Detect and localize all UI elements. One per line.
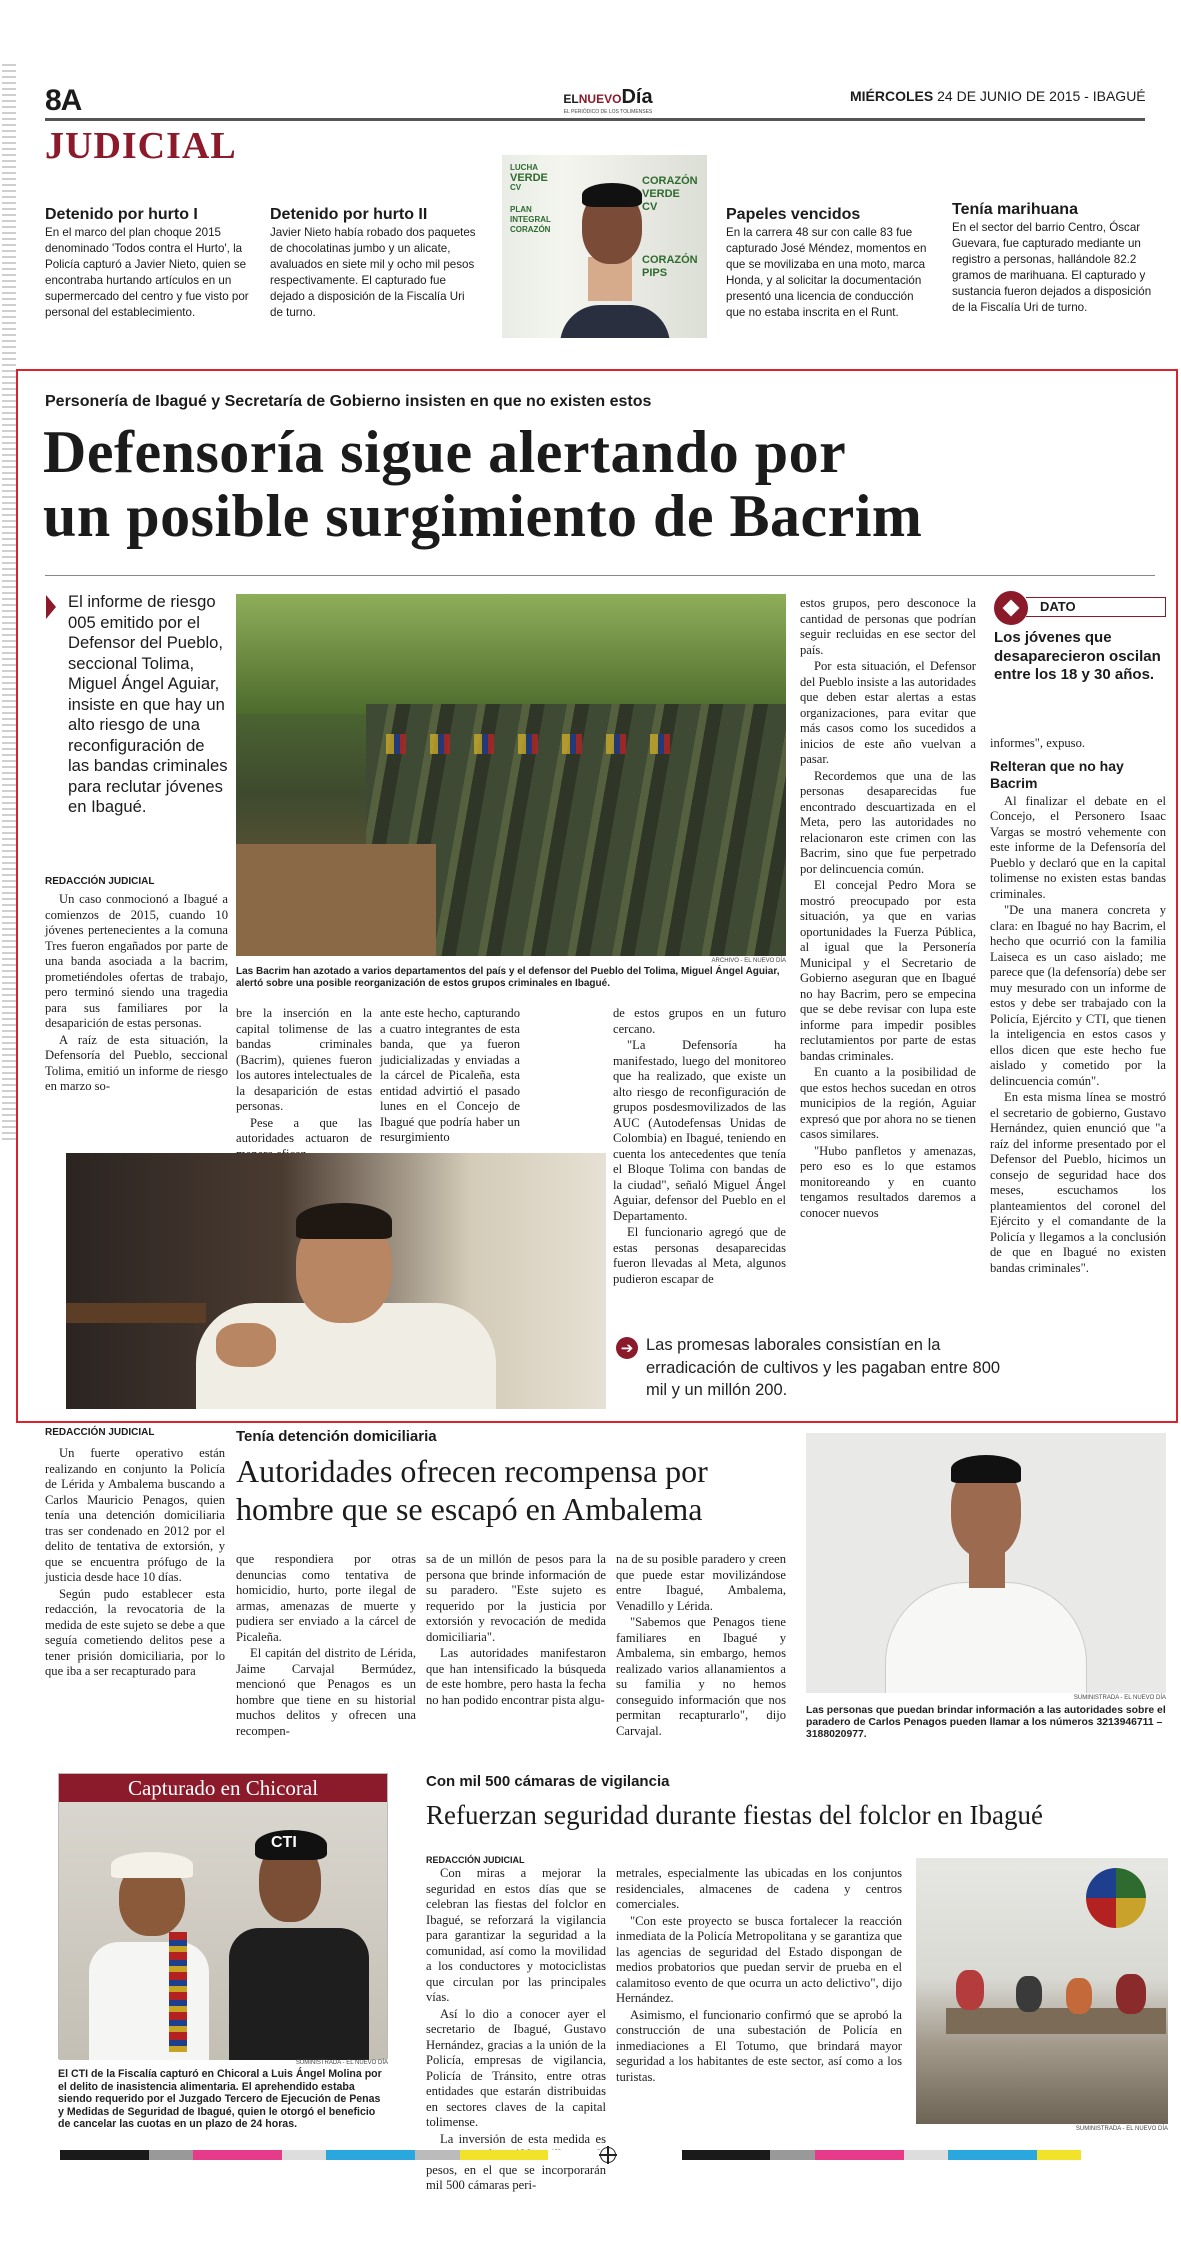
paragraph: La inversión de esta medida es pesos, en el que se incorporarán mil 500 cámaras peri-: [426, 2131, 606, 2192]
banner-text-left: LUCHA VERDE CV PLAN INTEGRAL CORAZÓN: [510, 163, 551, 234]
subhead: Relteran que no hay Bacrim: [990, 757, 1124, 791]
fourth-headline: Refuerzan seguridad durante fiestas del folclor en Ibagué: [426, 1800, 1043, 1830]
masthead-logo: [548, 86, 668, 116]
brief-3: [726, 205, 936, 321]
paragraph: Recordemos que una de las personas desaparecidas fue encontrado descuartizada en el Meta, pero las autoridades no relacionaron este crimen con las Bacrim, sino que fue perpetrado por delincuencia común.: [800, 768, 976, 876]
fugitive-photo-caption: Las personas que puedan brindar información a las autoridades sobre el paradero de Carlos Penagos pueden llamar a los números 3213946711 – 3188020977.: [806, 1705, 1166, 1740]
second-col-4: [616, 1552, 786, 1740]
brief-photo: [502, 155, 707, 338]
main-col-1: [45, 892, 228, 1096]
paragraph: Pese a que las autoridades actuaron de: [236, 1115, 372, 1145]
second-col-1: [45, 1446, 225, 1681]
paragraph: Según pudo establecer esta redacción, la revocatoria de la medida de este sujeto se debe a que seguía cometiendo delitos pese a tener prisión domiciliaria, por lo que iba a ser recapturado para: [45, 1586, 225, 1678]
defensor-photo: [66, 1153, 606, 1409]
paragraph: bre la inserción en la capital tolimense de las bandas criminales (Bacrim), quienes fueron los autores intelectuales de la desaparición de estas personas.: [236, 1006, 372, 1113]
brief-text: En la carrera 48 sur con calle 83 fue capturado José Méndez, momentos en que se movilizaba en una moto, marca Honda, y al solicitar la documentación presentó una licencia de conducción que no estaba inscrita en el Runt.: [726, 226, 927, 319]
paragraph: Por esta situación, el Defensor del Pueblo insiste a las autoridades que deben estar alertas a estas organizaciones, para evitar que más casos como los sucedidos a inicios de este año vuelvan a pasar.: [800, 659, 976, 766]
chicoral-box: [58, 1773, 388, 2059]
main-col-4: [613, 1006, 786, 1288]
brief-text: Javier Nieto había robado dos paquetes de chocolatinas jumbo y un alicate, avaluados en siete mil y ocho mil pesos respectivamente. El capturado fue dejado a disposición de la Fiscalía Uri de turno.: [270, 226, 476, 319]
brief-text: En el marco del plan choque 2015 denominado 'Todos contra el Hurto', la Policía capturó a Javier Nieto, quien se encontraba hurtando artículos en un supermercado del centro y fue visto por personal del establecimiento.: [45, 226, 249, 319]
fourth-kicker: Con mil 500 cámaras de vigilancia: [426, 1773, 670, 1790]
chicoral-photo: [59, 1802, 387, 2060]
soldiers-photo: [236, 594, 786, 956]
brief-1: [45, 205, 255, 321]
headline-line-1: Defensoría sigue alertando por: [43, 419, 847, 485]
meeting-photo-credit: SUMINISTRADA - EL NUEVO DÍA: [1075, 2126, 1168, 2132]
paragraph: En esta misma línea se mostró el secretario de gobierno, Gustavo Hernández, quien enunció que "a raíz del informe presentado por el Defensor del Pueblo, hicimos un consejo de seguridad hace dos meses, escuchamos los planteamientos del coronel del Ejército y el comandante de la Policía y llegamos a la conclusión de que en Ibagué no existen bandas criminales".: [990, 1090, 1166, 1275]
fourth-col-2: [616, 1866, 902, 2086]
paragraph: sa de un millón de pesos para la persona que brinde información de su paradero. "Este sujeto es requerido por la justicia por extorsión y revocación de medida domiciliaria".: [426, 1552, 606, 1644]
dato-label: DATO: [1040, 599, 1076, 614]
paragraph: Las autoridades manifestaron que han intensificado la búsqueda de este hombre, pero hasta la fecha no han podido encontrar pista algu-: [426, 1646, 606, 1707]
second-col-3: [426, 1552, 606, 1709]
paragraph: estos grupos, pero desconoce la cantidad de personas que podrían seguir recluidas en ese sector del país.: [800, 596, 976, 657]
dato-box: [992, 589, 1166, 693]
section-title: JUDICIAL: [45, 125, 237, 167]
paragraph: que respondiera por otras denuncias como tentativa de homicidio, hurto, porte ilegal de armas, amenazas de muerte y pudiera ser enviado a la cárcel de Picaleña.: [236, 1552, 416, 1644]
paragraph: "Sabemos que Penagos tiene familiares en Ibagué y Ambalema, sin embargo, hemos realizado varios allanamientos a su familia y no hemos conseguido información que nos permitan recapturarlo", dijo Carvajal.: [616, 1615, 786, 1738]
main-col-6: [990, 736, 1166, 1277]
paragraph: Un fuerte operativo están realizando en conjunto la Policía de Lérida y Ambalema buscando a Carlos Mauricio Penagos, quien tenía una detención domiciliaria tras ser condenado en 2012 por el delito de tentativa de extorsión, y que se encuentra prófugo de la justicia desde hace 10 días.: [45, 1446, 225, 1584]
meeting-photo: [916, 1858, 1168, 2124]
paragraph: "Con este proyecto se busca fortalecer la reacción inmediata de la Policía Metropolitana y se garantiza que las agencias de seguridad del Estado dispongan de medios probatorios que puedan servir de prueba en el calamitoso evento de que ocurra un acto delictivo", dijo Hernández.: [616, 1913, 902, 2005]
dato-text: Los jóvenes que desaparecieron oscilan entre los 18 y 30 años.: [994, 629, 1161, 683]
main-col-2: [236, 1006, 372, 1163]
banner-text-right: CORAZÓN VERDE CV CORAZÓN PIPS: [642, 175, 698, 279]
paragraph: En cuanto a la posibilidad de que estos hechos sucedan en otros municipios de la región, Aguiar expresó que por ahora no se tienen casos similares.: [800, 1065, 976, 1141]
headline-line-2: hombre que se escapó en Ambalema: [236, 1491, 703, 1527]
paragraph: de estos grupos en un futuro cercano.: [613, 1006, 786, 1036]
paragraph: A raíz de esta situación, la Defensoría del Pueblo, seccional Tolima, emitió un informe de riesgo en marzo so-: [45, 1032, 228, 1093]
brief-title: Tenía marihuana: [952, 201, 1078, 218]
second-col-2: [236, 1552, 416, 1740]
main-headline: [43, 420, 922, 548]
dato-badge-icon: [994, 591, 1028, 625]
fourth-col-1: [426, 1866, 606, 2195]
paragraph: informes", expuso.: [990, 736, 1086, 750]
brief-2: [270, 205, 480, 321]
paragraph: na de su posible paradero y creen que puede estar movilizándose entre Ibagué, Ambalema, Venadillo y Lérida.: [616, 1552, 786, 1613]
logo-dia: Día: [621, 86, 653, 108]
chicoral-caption: El CTI de la Fiscalía capturó en Chicoral a Luis Ángel Molina por el delito de inasistencia alimentaria. El aprehendido estaba siendo requerido por el Juzgado Tercero de Ejecución de Penas y Medidas de Seguridad de Ibagué, quien le otorgó el beneficio de cancelar las cuotas en un plazo de 24 horas.: [58, 2068, 382, 2131]
pullquote-arrow-icon: ➔: [616, 1337, 638, 1359]
paragraph: metrales, especialmente las ubicadas en los conjuntos residenciales, almacenes de cadena y centros comerciales.: [616, 1866, 902, 1911]
paragraph: "Hubo panfletos y amenazas, pero eso es lo que estamos monitoreando y en cuanto tengamos resultados daremos a conocer nuevos: [800, 1143, 976, 1220]
paragraph: Al finalizar el debate en el Concejo, el Personero Isaac Vargas se mostró vehemente con este informe de la Defensoría del Pueblo y declaró que en la capital tolimense no existen estas bandas criminales.: [990, 793, 1166, 901]
headline-rule: [45, 575, 1155, 576]
main-col-3: [380, 1006, 520, 1147]
paragraph: Así lo dio a conocer ayer el secretario de Ibagué, Gustavo Hernández, gracias a la unión de la Policía, empresas de vigilancia, Policía de Tránsito, entre otras entidades que estarán distribuidas en sectores claves de la capital tolimense.: [426, 2006, 606, 2129]
main-byline: REDACCIÓN JUDICIAL: [45, 876, 155, 887]
chicoral-photo-credit: SUMINISTRADA - EL NUEVO DÍA: [295, 2060, 388, 2066]
header-rule: [45, 118, 1145, 121]
second-headline: [236, 1452, 708, 1528]
masthead-tagline: EL PERIÓDICO DE LOS TOLIMENSES: [563, 109, 653, 115]
fourth-byline: REDACCIÓN JUDICIAL: [426, 1855, 525, 1865]
paragraph: El funcionario agregó que de estas personas desaparecidas fueron llevadas al Meta, algunos pudieron escapar de: [613, 1225, 786, 1286]
paragraph: Un caso conmocionó a Ibagué a comienzos de 2015, cuando 10 jóvenes pertenecientes a la comuna Tres fueron engañados por parte de una banda asociada a la bacrim, prometiéndoles ofertas de trabajo, pero terminó siendo una tragedia para sus familiares por la desaparición de estas personas.: [45, 892, 228, 1030]
second-byline: REDACCIÓN JUDICIAL: [45, 1427, 155, 1438]
registration-mark-icon: [600, 2147, 616, 2163]
dateline: [850, 88, 1146, 104]
main-kicker: Personería de Ibagué y Secretaría de Gobierno insisten en que no existen estos: [45, 393, 652, 410]
headline-line-1: Autoridades ofrecen recompensa por: [236, 1453, 708, 1489]
date-day: MIÉRCOLES: [850, 88, 934, 104]
chicoral-title: Capturado en Chicoral: [59, 1774, 387, 1802]
fugitive-photo-credit: SUMINISTRADA - EL NUEVO DÍA: [1073, 1695, 1166, 1701]
pullquote: Las promesas laborales consistían en la erradicación de cultivos y les pagaban entre 800 mil y un millón 200.: [646, 1336, 1001, 1399]
paragraph: "De una manera concreta y clara: en Ibagué no hay Bacrim, el hecho que ocurrió con la familia Laiseca es un caso aislado; me parece que (la defensoría) debe ser muy mesurado con un informe de estos y debe ser trabajado con la Policía, Ejército y CTI, que tienen la inteligencia en estos casos y ellos dicen que este hecho fue aislado y cometido por la delincuencia común".: [990, 903, 1166, 1088]
soldiers-photo-credit: ARCHIVO - EL NUEVO DÍA: [711, 958, 786, 964]
cti-cap-text: CTI: [271, 1834, 297, 1851]
binding-edge: [2, 60, 16, 1140]
paragraph: Con miras a mejorar la seguridad en estos días que se celebran las fiestas del folclor en Ibagué, se reforzará la vigilancia para garantizar la seguridad a la comunidad, así como la movilidad a los conductores y motociclistas que circulan por las principales vías.: [426, 1866, 606, 2004]
page-number: 8A: [45, 84, 82, 117]
fugitive-photo: [806, 1433, 1166, 1693]
logo-el: EL: [563, 92, 579, 106]
brief-text: En el sector del barrio Centro, Óscar Guevara, fue capturado mediante un registro a personas, hallándole 82.2 gramos de marihuana. El capturado y sustancia fueron dejados a disposición de la Fiscalía Uri de turno.: [952, 221, 1152, 314]
paragraph: El concejal Pedro Mora se mostró preocupado por esta situación, ya que en varias oportunidades la Fuerza Pública, al igual que la Personería Municipal y el Secretario de Gobierno aseguran que en Ibagué no hay Bacrim, pero se empecina que se debe revisar con lupa este informe para impedir posibles reclutamientos por parte de estas bandas criminales.: [800, 878, 976, 1063]
brief-4: [952, 200, 1162, 316]
paragraph: El capitán del distrito de Lérida, Jaime Carvajal Bermúdez, mencionó que Penagos es un hombre que tiene en su historial muchos delitos y ofrecen una recompen-: [236, 1646, 416, 1738]
brief-title: Detenido por hurto II: [270, 206, 428, 223]
paragraph: ante este hecho, capturando a cuatro integrantes de esta banda, que ya fueron judicializadas y enviadas a la cárcel de Picaleña, esta entidad advirtió el pasado lunes en el Concejo de Ibagué que podría haber un resurgimiento: [380, 1006, 520, 1144]
main-lead: El informe de riesgo 005 emitido por el Defensor del Pueblo, seccional Tolima, Miguel Ángel Aguiar, insiste en que hay un alto riesgo de una reconfiguración de las bandas criminales para reclutar jóvenes en Ibagué.: [68, 592, 228, 816]
paragraph: "La Defensoría ha manifestado, luego del monitoreo que ha realizado, que existe un alto riesgo de reconfiguración de grupos posdesmovilizados de las AUC (Autodefensas Unidas de Colombia) en Ibagué, teniendo en cuenta los antecedentes que tenía el Bloque Tolima con bandas de la ciudad", señaló Miguel Ángel Aguiar, defensor del Pueblo en el Departamento.: [613, 1038, 786, 1223]
brief-title: Papeles vencidos: [726, 206, 861, 223]
paragraph: Asimismo, el funcionario confirmó que se aprobó la construcción de una subestación de Policía en inmediaciones a El Totumo, que brindará mayor seguridad a los habitantes de este sector, así como a los turistas.: [616, 2007, 902, 2084]
detainee-figure: [560, 305, 670, 338]
logo-nuevo: NUEVO: [578, 92, 622, 106]
brief-title: Detenido por hurto I: [45, 206, 198, 223]
second-kicker: Tenía detención domiciliaria: [236, 1428, 437, 1445]
date-rest: 24 DE JUNIO DE 2015 - IBAGUÉ: [937, 88, 1146, 104]
main-col-5: [800, 596, 976, 1222]
headline-line-2: un posible surgimiento de Bacrim: [43, 483, 923, 549]
detainee-hair: [582, 183, 642, 207]
soldiers-photo-caption: Las Bacrim han azotado a varios departamentos del país y el defensor del Pueblo del Tolima, Miguel Ángel Aguiar, alertó sobre una posible reorganización de estos grupos criminales en Ibagué.: [236, 966, 780, 989]
